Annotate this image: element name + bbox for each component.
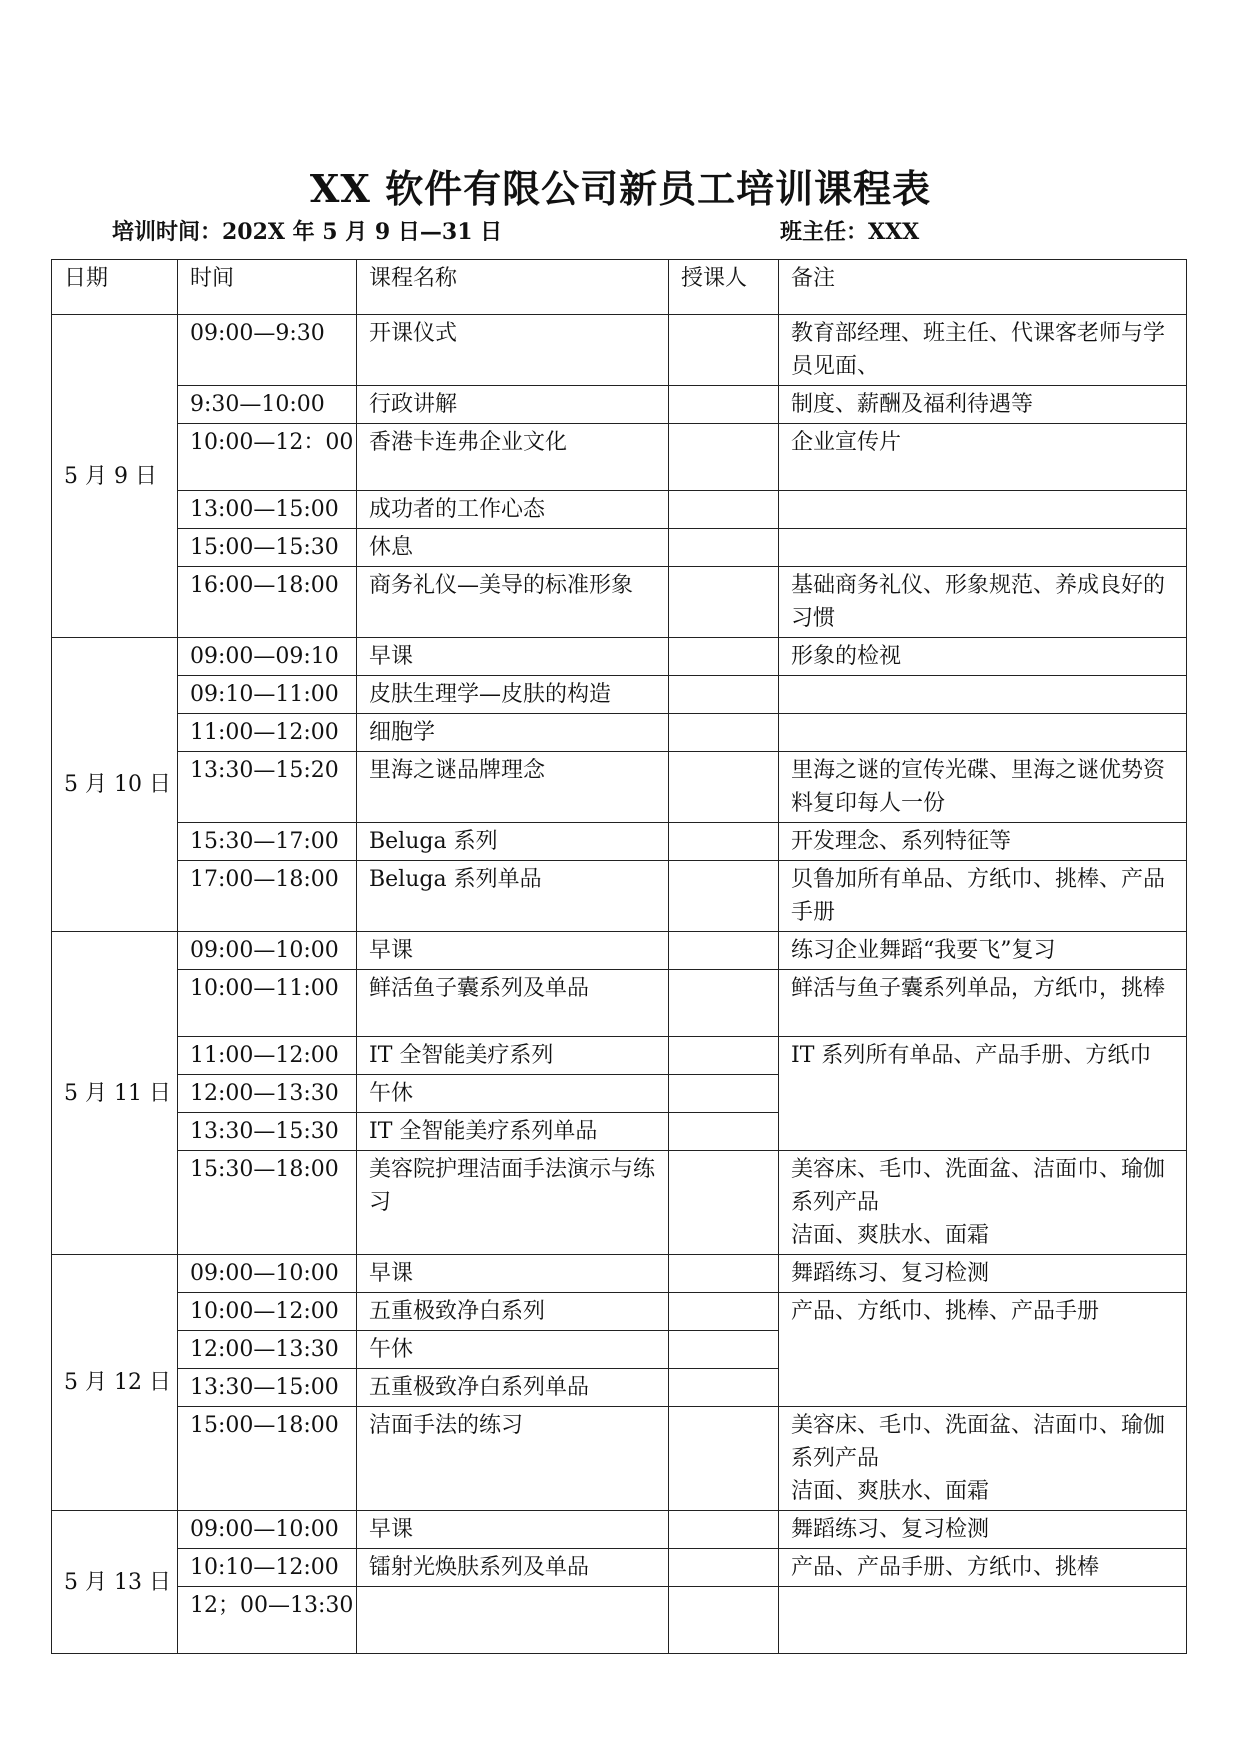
course-cell: 五重极致净白系列 xyxy=(357,1293,669,1331)
instructor-cell xyxy=(669,424,779,491)
time-cell: 10:00—12：00 xyxy=(178,424,357,491)
table-row xyxy=(52,315,1187,386)
table-row xyxy=(52,1293,1187,1331)
instructor-cell xyxy=(669,1549,779,1587)
notes-line: 洁面、爽肤水、面霜 xyxy=(791,1223,990,1248)
instructor-cell xyxy=(669,386,779,424)
column-header-instructor: 授课人 xyxy=(669,260,779,315)
instructor-cell xyxy=(669,861,779,932)
time-cell: 15:00—15:30 xyxy=(178,529,357,567)
instructor-cell xyxy=(669,752,779,823)
table-row xyxy=(52,1549,1187,1587)
instructor-cell xyxy=(669,315,779,386)
table-header-row xyxy=(52,260,1187,315)
column-header-date: 日期 xyxy=(52,260,178,315)
course-cell: 行政讲解 xyxy=(357,386,669,424)
instructor-cell xyxy=(669,567,779,638)
course-cell: 早课 xyxy=(357,638,669,676)
column-header-course: 课程名称 xyxy=(357,260,669,315)
course-cell: IT 全智能美疗系列单品 xyxy=(357,1113,669,1151)
notes-line: 美容床、毛巾、洗面盆、洁面巾、瑜伽系列产品 xyxy=(791,1157,1166,1215)
instructor-cell xyxy=(669,714,779,752)
notes-cell: 产品、产品手册、方纸巾、挑棒 xyxy=(779,1549,1187,1587)
document-title: XX 软件有限公司新员工培训课程表 xyxy=(309,166,932,211)
time-cell: 15:00—18:00 xyxy=(178,1407,357,1511)
notes-cell: 产品、方纸巾、挑棒、产品手册 xyxy=(779,1293,1187,1407)
instructor-cell xyxy=(669,1113,779,1151)
course-cell: 美容院护理洁面手法演示与练习 xyxy=(357,1151,669,1255)
table-row xyxy=(52,823,1187,861)
time-cell: 11:00—12:00 xyxy=(178,714,357,752)
table-row xyxy=(52,491,1187,529)
table-row xyxy=(52,424,1187,491)
time-cell: 09:00—10:00 xyxy=(178,932,357,970)
table-row xyxy=(52,1511,1187,1549)
time-cell: 13:00—15:00 xyxy=(178,491,357,529)
table-row xyxy=(52,386,1187,424)
notes-cell xyxy=(779,714,1187,752)
time-cell: 16:00—18:00 xyxy=(178,567,357,638)
course-cell: 镭射光焕肤系列及单品 xyxy=(357,1549,669,1587)
instructor-cell xyxy=(669,932,779,970)
course-cell: 开课仪式 xyxy=(357,315,669,386)
date-cell: 5 月 10 日 xyxy=(52,638,178,932)
time-cell: 10:00—12:00 xyxy=(178,1293,357,1331)
notes-cell: 形象的检视 xyxy=(779,638,1187,676)
table-row xyxy=(52,1151,1187,1255)
course-cell: 午休 xyxy=(357,1331,669,1369)
instructor-cell xyxy=(669,529,779,567)
time-cell: 13:30—15:30 xyxy=(178,1113,357,1151)
course-cell: 五重极致净白系列单品 xyxy=(357,1369,669,1407)
time-cell: 12:00—13:30 xyxy=(178,1075,357,1113)
date-cell: 5 月 12 日 xyxy=(52,1255,178,1511)
instructor-cell xyxy=(669,1511,779,1549)
notes-cell xyxy=(779,491,1187,529)
date-cell: 5 月 9 日 xyxy=(52,315,178,638)
notes-cell: 鲜活与鱼子囊系列单品，方纸巾，挑棒 xyxy=(779,970,1187,1037)
notes-cell: 企业宣传片 xyxy=(779,424,1187,491)
course-cell: 早课 xyxy=(357,1511,669,1549)
course-cell: 休息 xyxy=(357,529,669,567)
course-cell xyxy=(357,1587,669,1654)
course-cell: 鲜活鱼子囊系列及单品 xyxy=(357,970,669,1037)
notes-cell: 里海之谜的宣传光碟、里海之谜优势资料复印每人一份 xyxy=(779,752,1187,823)
table-row xyxy=(52,567,1187,638)
table-row xyxy=(52,1587,1187,1654)
notes-line: 洁面、爽肤水、面霜 xyxy=(791,1479,990,1504)
notes-cell xyxy=(779,676,1187,714)
instructor-cell xyxy=(669,1037,779,1075)
notes-cell: 开发理念、系列特征等 xyxy=(779,823,1187,861)
time-cell: 15:30—17:00 xyxy=(178,823,357,861)
notes-cell: 舞蹈练习、复习检测 xyxy=(779,1511,1187,1549)
course-cell: 皮肤生理学—皮肤的构造 xyxy=(357,676,669,714)
notes-cell xyxy=(779,1407,1187,1511)
instructor-cell xyxy=(669,970,779,1037)
time-cell: 09:10—11:00 xyxy=(178,676,357,714)
notes-cell: 制度、薪酬及福利待遇等 xyxy=(779,386,1187,424)
instructor-cell xyxy=(669,491,779,529)
date-cell: 5 月 13 日 xyxy=(52,1511,178,1654)
notes-line: 美容床、毛巾、洗面盆、洁面巾、瑜伽系列产品 xyxy=(791,1413,1166,1471)
course-cell: 里海之谜品牌理念 xyxy=(357,752,669,823)
instructor-cell xyxy=(669,1151,779,1255)
instructor-cell xyxy=(669,1407,779,1511)
time-cell: 15:30—18:00 xyxy=(178,1151,357,1255)
table-row xyxy=(52,1407,1187,1511)
time-cell: 11:00—12:00 xyxy=(178,1037,357,1075)
instructor-cell xyxy=(669,823,779,861)
notes-cell: 贝鲁加所有单品、方纸巾、挑棒、产品手册 xyxy=(779,861,1187,932)
table-row xyxy=(52,714,1187,752)
course-cell: Beluga 系列单品 xyxy=(357,861,669,932)
time-cell: 9:30—10:00 xyxy=(178,386,357,424)
table-row xyxy=(52,638,1187,676)
course-cell: 香港卡连弗企业文化 xyxy=(357,424,669,491)
instructor-cell xyxy=(669,1331,779,1369)
time-cell: 12；00—13:30 xyxy=(178,1587,357,1654)
training-period: 培训时间：202X 年 5 月 9 日—31 日 xyxy=(112,219,503,245)
column-header-time: 时间 xyxy=(178,260,357,315)
table-row xyxy=(52,861,1187,932)
table-row xyxy=(52,529,1187,567)
table-row xyxy=(52,752,1187,823)
course-cell: 成功者的工作心态 xyxy=(357,491,669,529)
notes-cell: 舞蹈练习、复习检测 xyxy=(779,1255,1187,1293)
time-cell: 09:00—09:10 xyxy=(178,638,357,676)
notes-cell xyxy=(779,529,1187,567)
instructor-cell xyxy=(669,1075,779,1113)
time-cell: 10:10—12:00 xyxy=(178,1549,357,1587)
course-cell: 早课 xyxy=(357,1255,669,1293)
notes-cell: 教育部经理、班主任、代课客老师与学员见面、 xyxy=(779,315,1187,386)
instructor-cell xyxy=(669,1369,779,1407)
table-row xyxy=(52,970,1187,1037)
table-row xyxy=(52,1255,1187,1293)
time-cell: 12:00—13:30 xyxy=(178,1331,357,1369)
notes-cell: 基础商务礼仪、形象规范、养成良好的习惯 xyxy=(779,567,1187,638)
instructor-cell xyxy=(669,676,779,714)
date-cell: 5 月 11 日 xyxy=(52,932,178,1255)
time-cell: 17:00—18:00 xyxy=(178,861,357,932)
time-cell: 09:00—9:30 xyxy=(178,315,357,386)
time-cell: 09:00—10:00 xyxy=(178,1511,357,1549)
time-cell: 09:00—10:00 xyxy=(178,1255,357,1293)
instructor-cell xyxy=(669,1587,779,1654)
notes-cell: 练习企业舞蹈“我要飞”复习 xyxy=(779,932,1187,970)
table-row xyxy=(52,932,1187,970)
instructor-cell xyxy=(669,1255,779,1293)
time-cell: 10:00—11:00 xyxy=(178,970,357,1037)
column-header-notes: 备注 xyxy=(779,260,1187,315)
course-cell: 午休 xyxy=(357,1075,669,1113)
time-cell: 13:30—15:20 xyxy=(178,752,357,823)
course-cell: IT 全智能美疗系列 xyxy=(357,1037,669,1075)
instructor-cell xyxy=(669,1293,779,1331)
notes-cell xyxy=(779,1151,1187,1255)
table-row xyxy=(52,676,1187,714)
time-cell: 13:30—15:00 xyxy=(178,1369,357,1407)
course-cell: 商务礼仪—美导的标准形象 xyxy=(357,567,669,638)
course-cell: 洁面手法的练习 xyxy=(357,1407,669,1511)
course-cell: 早课 xyxy=(357,932,669,970)
instructor-cell xyxy=(669,638,779,676)
head-teacher: 班主任：XXX xyxy=(780,219,920,245)
course-cell: 细胞学 xyxy=(357,714,669,752)
table-row xyxy=(52,1037,1187,1075)
course-cell: Beluga 系列 xyxy=(357,823,669,861)
notes-cell xyxy=(779,1587,1187,1654)
schedule-table xyxy=(51,259,1187,1654)
notes-cell: IT 系列所有单品、产品手册、方纸巾 xyxy=(779,1037,1187,1151)
